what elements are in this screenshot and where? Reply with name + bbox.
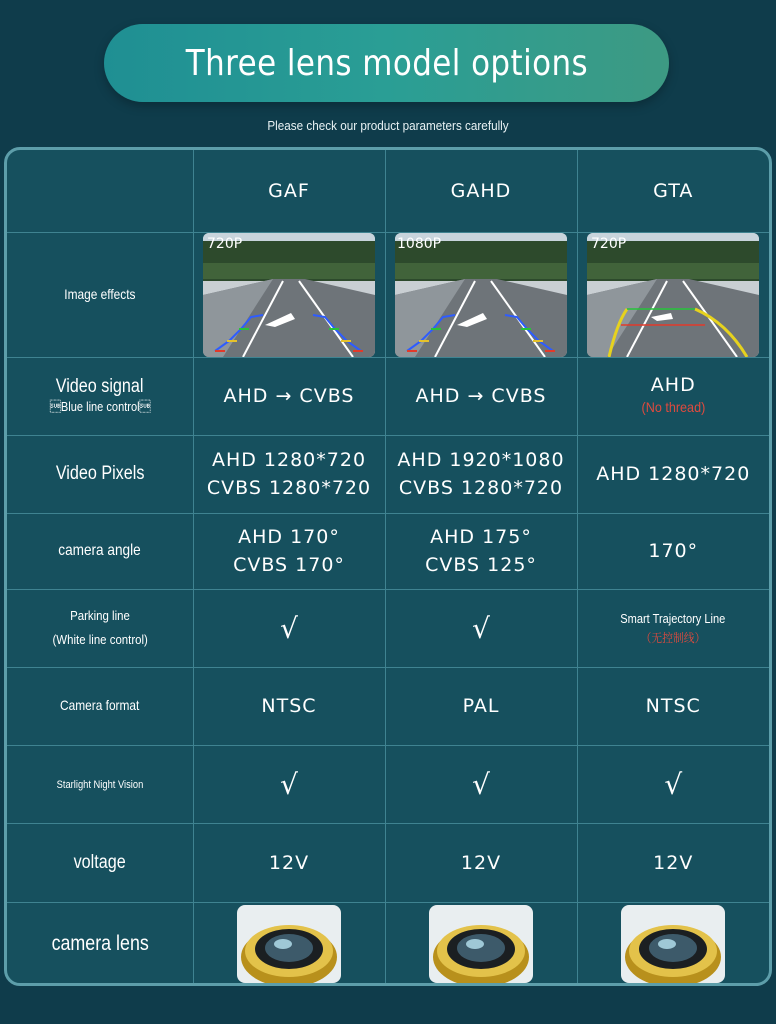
camera-view-image-gaf <box>203 233 375 357</box>
starlight-gahd <box>385 745 577 823</box>
row-label-camera-lens: camera lens <box>7 902 193 986</box>
white-line-control-note: (White line control) <box>52 632 148 647</box>
header-row <box>7 150 769 232</box>
video-signal-gahd: AHD → CVBS <box>385 357 577 435</box>
row-voltage <box>7 823 769 902</box>
camera-lens-gaf <box>193 902 385 986</box>
check-mark-icon: √ <box>280 767 298 801</box>
voltage-gaf: 12V <box>193 823 385 902</box>
row-starlight-night-vision <box>7 745 769 823</box>
camera-format-gaf: NTSC <box>193 667 385 745</box>
resolution-overlay-gahd: 1080P <box>397 235 442 252</box>
blue-line-control-note: Blue line control <box>49 399 151 414</box>
row-label-starlight: Starlight Night Vision <box>7 745 193 823</box>
row-label-video-signal: Video signal Blue line control <box>7 357 193 435</box>
video-signal-gaf: AHD → CVBS <box>193 357 385 435</box>
parking-line-gahd <box>385 589 577 667</box>
camera-lens-image-gta <box>621 905 725 983</box>
check-mark-icon: √ <box>664 767 683 801</box>
row-label-video-pixels: Video Pixels <box>7 435 193 513</box>
video-pixels-gahd: AHD 1920*1080 CVBS 1280*720 <box>385 435 577 513</box>
check-mark-icon: √ <box>472 611 490 645</box>
image-effect-gta <box>577 232 769 357</box>
video-signal-gta: AHD (No thread) <box>577 357 769 435</box>
row-video-signal <box>7 357 769 435</box>
camera-lens-gahd <box>385 902 577 986</box>
subtitle: Please check our product parameters carefully <box>267 118 509 133</box>
title-banner <box>104 24 669 102</box>
camera-view-image-gahd <box>395 233 567 357</box>
camera-lens-image-gahd <box>429 905 533 983</box>
camera-angle-gaf: AHD 170° CVBS 170° <box>193 513 385 589</box>
camera-lens-gta <box>577 902 769 986</box>
video-pixels-gta: AHD 1280*720 <box>577 435 769 513</box>
column-header-gahd: GAHD <box>385 150 577 232</box>
voltage-gta: 12V <box>577 823 769 902</box>
comparison-table <box>4 147 772 986</box>
resolution-overlay-gta: 720P <box>591 235 627 252</box>
row-parking-line <box>7 589 769 667</box>
column-header-gta: GTA <box>577 150 769 232</box>
page-title: Three lens model options <box>185 42 588 84</box>
parking-line-gta <box>577 589 769 667</box>
camera-angle-gahd: AHD 175° CVBS 125° <box>385 513 577 589</box>
row-label-voltage: voltage <box>7 823 193 902</box>
check-mark-icon: √ <box>280 611 298 645</box>
image-effect-gahd <box>385 232 577 357</box>
column-header-gaf: GAF <box>193 150 385 232</box>
no-control-line-note: （无控制线） <box>640 631 706 645</box>
camera-format-gahd: PAL <box>385 667 577 745</box>
row-camera-angle <box>7 513 769 589</box>
row-camera-format <box>7 667 769 745</box>
voltage-gahd: 12V <box>385 823 577 902</box>
header-empty-cell <box>7 150 193 232</box>
starlight-gta <box>577 745 769 823</box>
resolution-overlay-gaf: 720P <box>207 235 243 252</box>
starlight-gaf <box>193 745 385 823</box>
row-label-parking-line: Parking line (White line control) <box>7 589 193 667</box>
image-effect-gaf <box>193 232 385 357</box>
parking-line-gaf <box>193 589 385 667</box>
row-label-camera-angle: camera angle <box>7 513 193 589</box>
check-mark-icon: √ <box>472 767 490 801</box>
row-image-effects <box>7 232 769 357</box>
camera-view-image-gta <box>587 233 759 357</box>
row-label-camera-format: Camera format <box>7 667 193 745</box>
row-video-pixels <box>7 435 769 513</box>
video-pixels-gaf: AHD 1280*720 CVBS 1280*720 <box>193 435 385 513</box>
row-camera-lens <box>7 902 769 986</box>
smart-trajectory-label: Smart Trajectory Line <box>620 611 726 626</box>
no-thread-note: (No thread) <box>641 399 706 415</box>
camera-lens-image-gaf <box>237 905 341 983</box>
row-label-image-effects: Image effects <box>7 232 193 357</box>
camera-format-gta: NTSC <box>577 667 769 745</box>
camera-angle-gta: 170° <box>577 513 769 589</box>
